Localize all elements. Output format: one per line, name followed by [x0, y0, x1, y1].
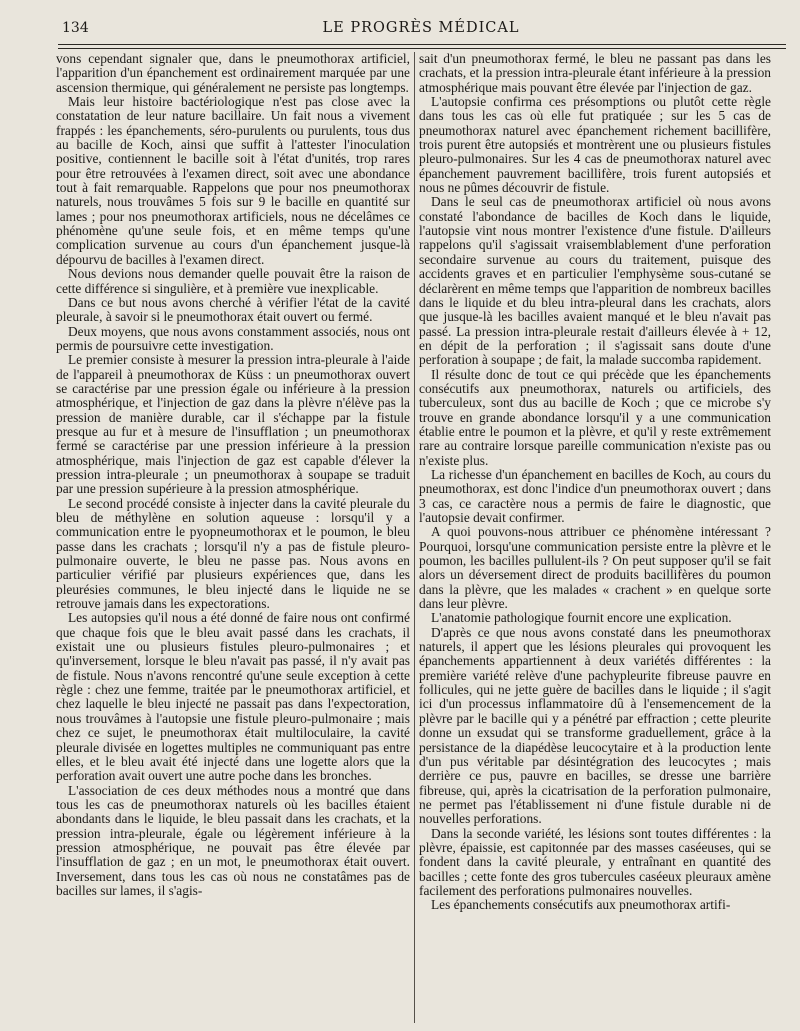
paragraph: Deux moyens, que nous avons constamment associés, nous ont permis de poursuivre cette investigation.	[56, 323, 410, 353]
paragraph: vons cependant signaler que, dans le pneumothorax artificiel, l'apparition d'un épanchement est ordinairement marquée par une ascension thermique, qui généralement ne persiste pas longtemps.	[56, 52, 410, 95]
paragraph: La richesse d'un épanchement en bacilles de Koch, au cours du pneumothorax, est donc l'indice d'un pneumothorax ouvert ; dans 3 cas, ce caractère nous a permis de faire le diagnostic, que l'autopsie devait confirmer.	[419, 466, 771, 525]
left-column	[56, 52, 410, 1023]
paragraph: Il résulte donc de tout ce qui précède que les épanchements consécutifs aux pneumothorax, naturels ou artificiels, des tuberculeux, sont dus au bacille de Koch ; que ce microbe s'y trouve en grande abondance lorsqu'il y a une communication établie entre le poumon et la plèvre, et qu'il y reste extrêmement rare au contraire lorsque pareille communication n'existe pas ou n'existe plus.	[419, 366, 771, 468]
right-column	[419, 52, 771, 1023]
paragraph: Le premier consiste à mesurer la pression intra-pleurale à l'aide de l'appareil à pneumothorax de Küss : un pneumothorax ouvert se caractérise par une pression égale ou inférieure à la pression atmosphérique, et l'injection de gaz dans la plèvre n'élève pas la pression de manière durable, car il s'échappe par la fistule presque au fur et à mesure de l'insufflation ; un pneumothorax fermé se caractérise par une pression inférieure à la pression atmosphérique, mais l'injection de gaz est capable d'élever la pression intra-pleurale ; un pneumothorax à soupape se traduit par une pression supérieure à la pression atmosphérique.	[56, 352, 410, 497]
paragraph: Dans ce but nous avons cherché à vérifier l'état de la cavité pleurale, à savoir si le pneumothorax était ouvert ou fermé.	[56, 294, 410, 325]
paragraph: Mais leur histoire bactériologique n'est pas close avec la constatation de leur nature bacillaire. Un fait nous a vivement frappés : les épanchements, séro-purulents ou purulents, tous dus au bacille de Koch, ainsi que suffit à l'attester l'inoculation positive, contiennent le bacille soit à l'état d'unités, trop rares pour être retrouvées à l'examen direct, soit avec une abondance tout à fait remarquable. Rappelons que pour nos pneumothorax naturels, nous trouvâmes 5 fois sur 9 le bacille en quantité sur lames ; pour nos pneumothorax artificiels, nous ne décelâmes ce phénomène qu'une seule fois, et en même temps qu'une complication survenue au cours d'un épanchement jusque-là dépourvu de bacilles à l'examen direct.	[56, 94, 410, 267]
column-divider	[414, 52, 415, 1023]
paragraph: L'association de ces deux méthodes nous a montré que dans tous les cas de pneumothorax naturels où les bacilles étaient abondants dans le liquide, le bleu passait dans les crachats, et la pression intra-pleurale, égale ou légèrement inférieure à la pression atmosphérique, ne pouvait pas être élevée par l'insufflation de gaz ; en un mot, le pneumothorax était ouvert. Inversement, dans tous les cas où nous ne constatâmes pas de bacilles sur lames, il s'agis-	[56, 782, 410, 898]
paragraph: D'après ce que nous avons constaté dans les pneumothorax naturels, il appert que les lésions pleurales qui provoquent les épanchements appartiennent à deux variétés différentes : la première variété relève d'une pachypleurite fibreuse pauvre en follicules, qui ne jette guère de bacilles dans le liquide ; il s'agit ici d'un processus inflammatoire dû à l'ensemencement de la plèvre par le bacille qui y a pénétré par effraction ; cette pleurite donne un exsudat qui se transforme graduellement, grâce à la persistance de la diapédèse leucocytaire et à la production lente d'un pus véritable par désintégration des leucocytes ; mais derrière ce pus, pauvre en bacilles, se dresse une barrière fibreuse, qui, après la cicatrisation de la perforation pulmonaire, ne permet pas l'établissement ni d'une fistule durable ni de nouvelles perforations.	[419, 624, 771, 827]
header-rule-bottom	[58, 48, 786, 49]
paragraph: Nous devions nous demander quelle pouvait être la raison de cette différence si singulière, et à première vue inexplicable.	[56, 266, 410, 296]
paragraph: Les autopsies qu'il nous a été donné de faire nous ont confirmé que chaque fois que le bleu avait passé dans les crachats, il existait une ou plusieurs fistules pleuro-pulmonaires ; et qu'inversement, lorsque le bleu n'avait pas passé, il n'y avait pas de fistule. Nous n'avons rencontré qu'une seule exception à cette règle : chez une femme, traitée par le pneumothorax artificiel, et chez laquelle le bleu injecté ne passait pas dans l'expectoration, nous trouvâmes à l'autopsie une fistule pleuro-pulmonaire ; mais chez ce sujet, le pneumothorax était multiloculaire, la cavité pleurale divisée en logettes multiples ne communiquant pas entre elles, et le bleu avait été injecté dans une logette alors que la perforation avait ouvert une autre poche dans les bronches.	[56, 610, 410, 784]
paragraph: L'anatomie pathologique fournit encore une explication.	[431, 610, 732, 626]
page-header	[62, 16, 780, 38]
paragraph: Les épanchements consécutifs aux pneumothorax artifi-	[431, 897, 731, 913]
header-rule-top	[58, 44, 786, 45]
page-number: 134	[62, 20, 89, 36]
paragraph: A quoi pouvons-nous attribuer ce phénomène intéressant ? Pourquoi, lorsqu'une communication persiste entre la plèvre et le poumon, les bacilles pullulent-ils ? On peut supposer qu'il se fait alors un déversement direct de produits bacillifères du poumon dans la plèvre, que les malades « crachent » en quelque sorte dans leur plèvre.	[419, 524, 771, 612]
paragraph: Le second procédé consiste à injecter dans la cavité pleurale du bleu de méthylène en solution aqueuse : lorsqu'il y a communication entre le pyopneumothorax et le poumon, le bleu passe dans les crachats ; lorsqu'il n'y a pas de fistule pleuro-pulmonaire ouverte, le bleu ne passe pas. Nous avons en particulier vérifié par plusieurs expériences que, dans les pleurésies communes, le bleu injecté dans le liquide ne se retrouve jamais dans les expectorations.	[56, 495, 410, 612]
paragraph: L'autopsie confirma ces présomptions ou plutôt cette règle dans tous les cas où elle fut pratiquée ; sur les 5 cas de pneumothorax naturel avec épanchement richement bacillifère, trois purent être autopsiés et montrèrent une ou plusieurs fistules pleuro-pulmonaires. Sur les 4 cas de pneumothorax naturel avec épanchement pauvrement bacillifère, trois furent autopsiés et nous ne pûmes découvrir de fistule.	[419, 94, 771, 196]
paragraph: sait d'un pneumothorax fermé, le bleu ne passant pas dans les crachats, et la pression intra-pleurale étant inférieure à la pression atmosphérique mais pouvant être élevée par l'injection de gaz.	[419, 52, 771, 95]
paragraph: Dans la seconde variété, les lésions sont toutes différentes : la plèvre, épaissie, est capitonnée par des masses caséeuses, qui se fondent dans la cavité pleurale, y entraînant en quantité des bacilles ; cette fonte des gros tubercules caséeux pleuraux amène facilement des perforations pulmonaires nouvelles.	[419, 825, 771, 898]
journal-title: LE PROGRÈS MÉDICAL	[322, 20, 520, 36]
paragraph: Dans le seul cas de pneumothorax artificiel où nous avons constaté l'abondance de bacilles de Koch dans le liquide, l'autopsie vint nous montrer l'existence d'une fistule. D'ailleurs rappelons qu'il s'agissait vraisemblablement d'une perforation secondaire survenue au cours du traitement, puisque des accidents graves et en particulier l'emphysème sous-cutané se déclarèrent en même temps que l'apparition de nombreux bacilles dans le liquide et du bleu intra-pleural dans les crachats, alors que jusque-là les bacilles avaient manqué et le bleu n'avait pas passé. La pression intra-pleurale restait d'ailleurs élevée à + 12, en dépit de la perforation ; il s'agissait sans doute d'une perforation à soupape ; de fait, la malade succomba rapidement.	[419, 194, 771, 368]
